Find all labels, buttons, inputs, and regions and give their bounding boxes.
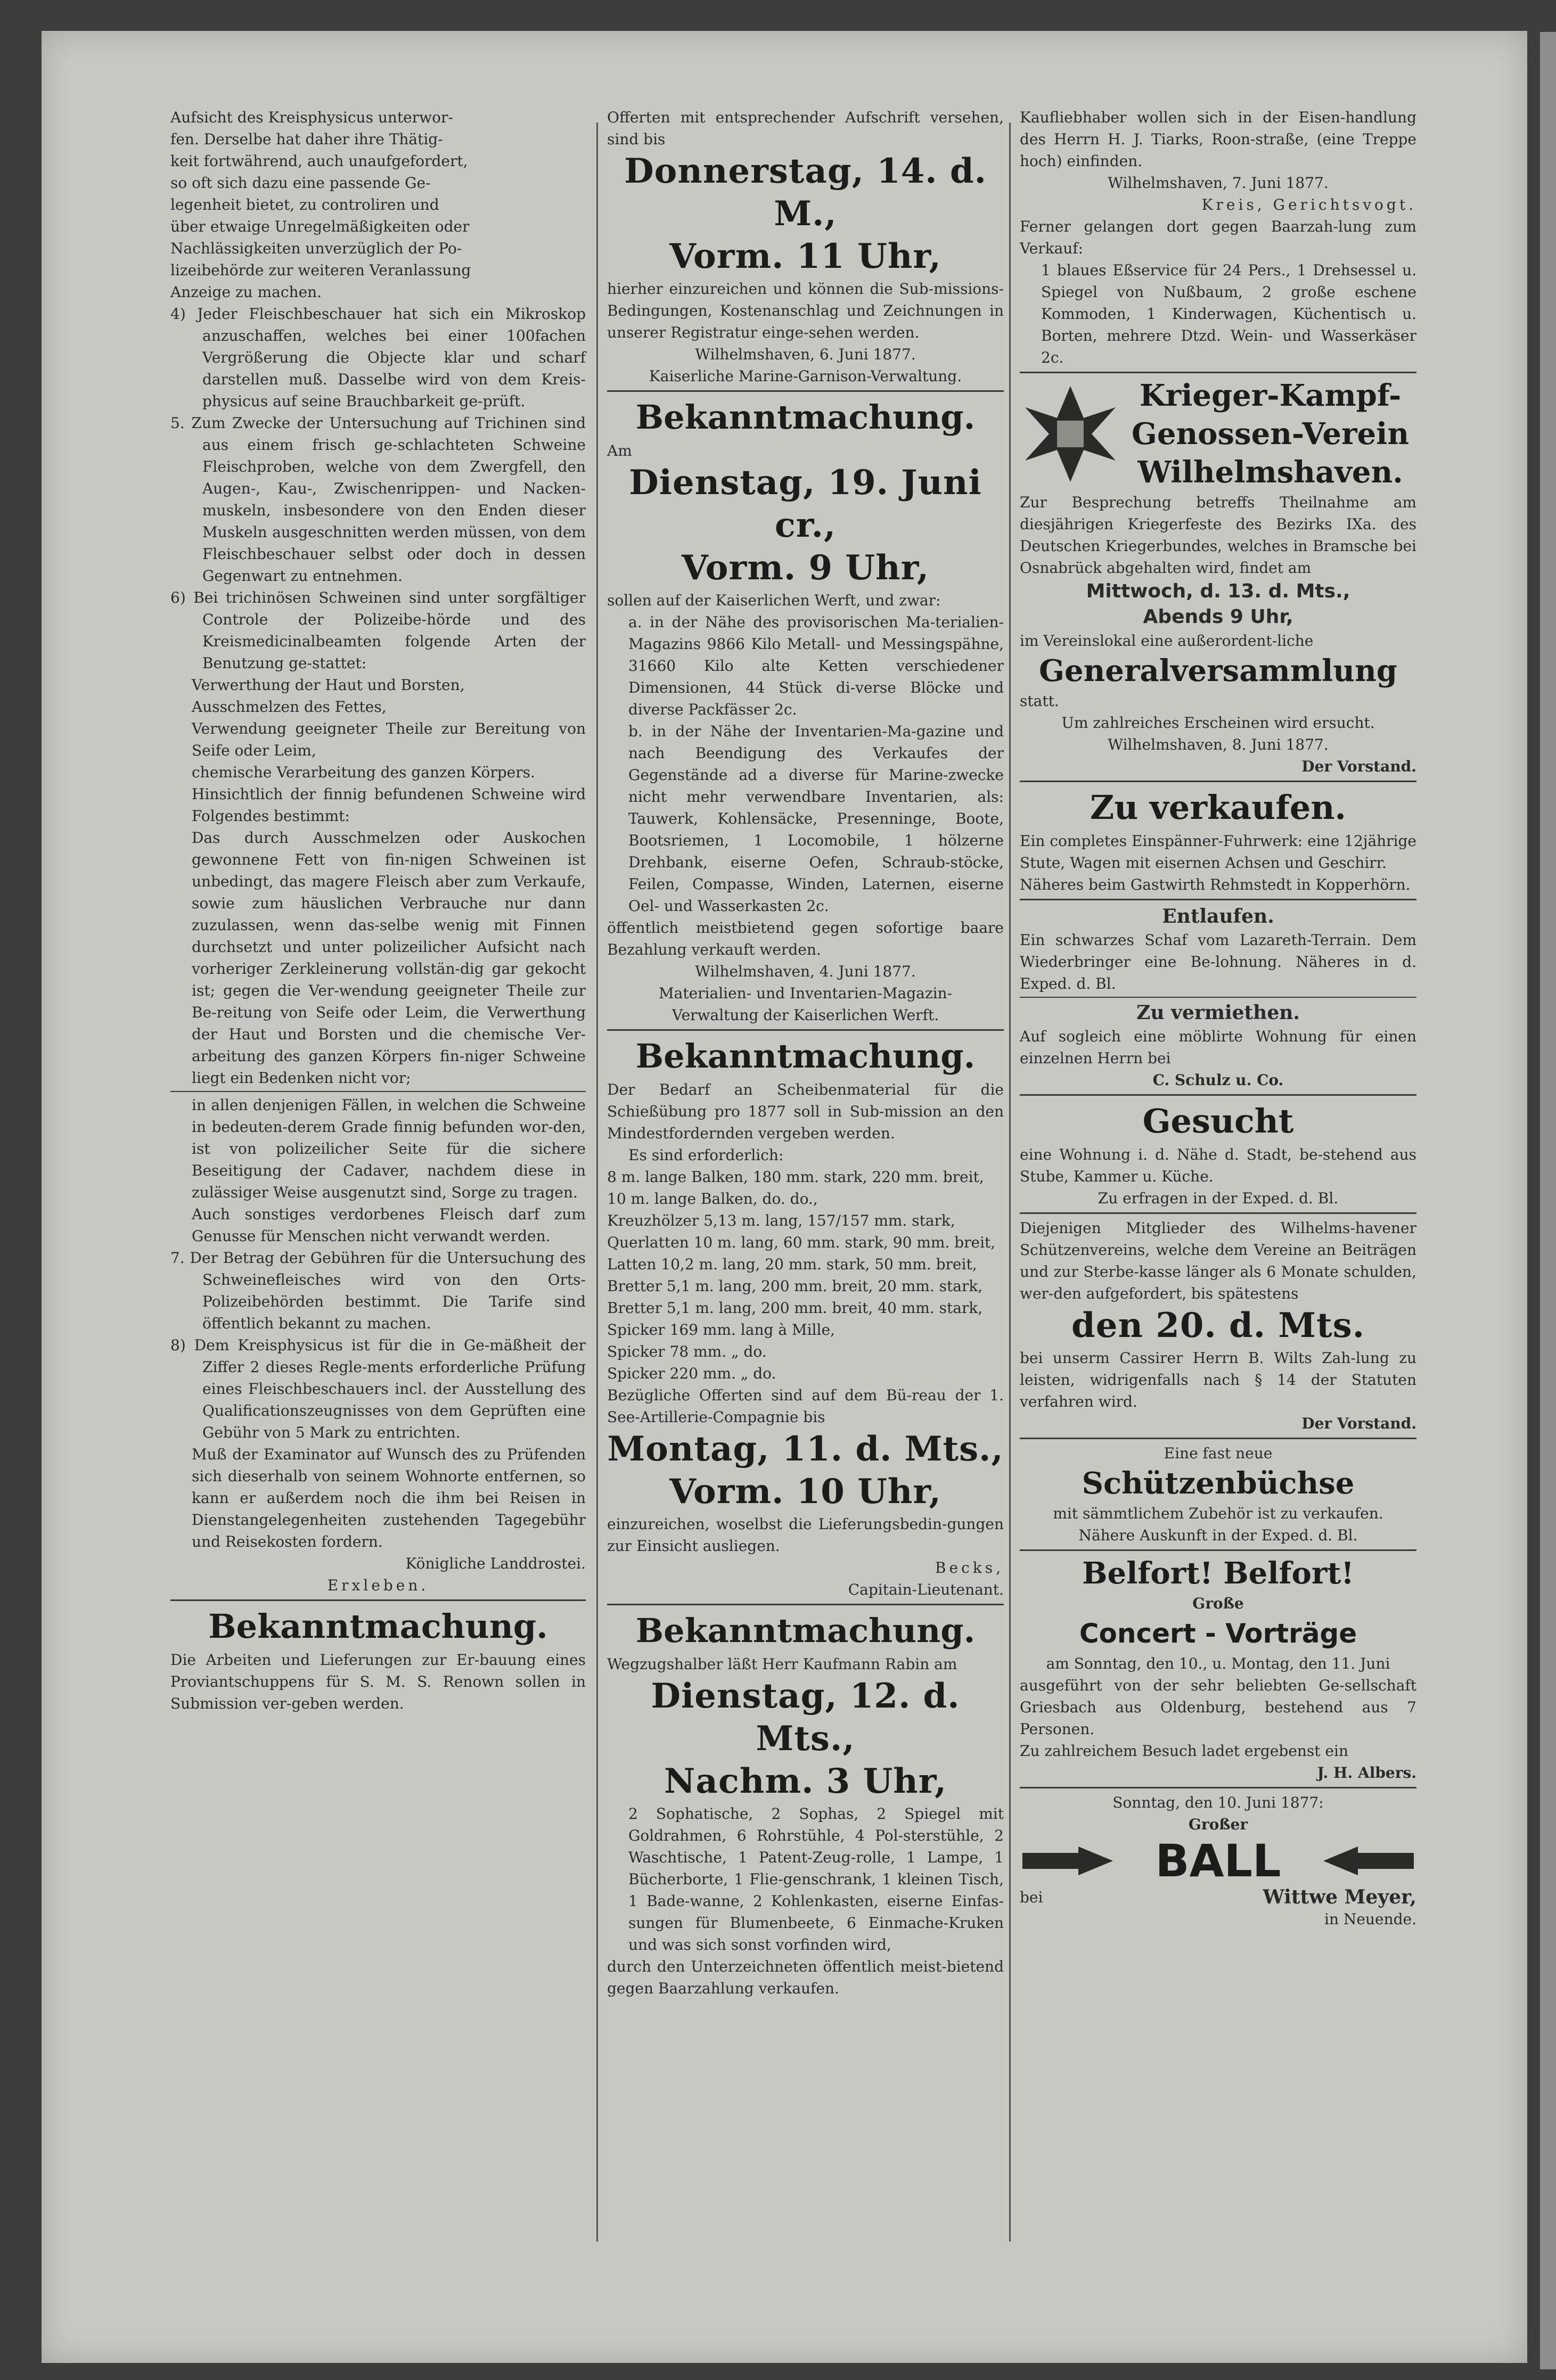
- text-line: über etwaige Unregelmäßigkeiten oder: [170, 218, 470, 235]
- notice-heading: Bekanntmachung.: [635, 398, 976, 437]
- divider: [1020, 1212, 1416, 1214]
- time-headline: Vorm. 11 Uhr,: [669, 236, 941, 276]
- notice-text: im Vereinslokal eine außerordent-liche: [1020, 632, 1314, 650]
- notice-text: statt.: [1020, 692, 1059, 710]
- place-date: Wilhelmshaven, 6. Juni 1877.: [695, 346, 916, 363]
- material-item: Latten 10,2 m. lang, 20 mm. stark, 50 mm. breit,: [607, 1255, 977, 1273]
- wanted-heading: Gesucht: [1142, 1102, 1294, 1140]
- general-assembly-heading: Generalversammlung: [1039, 653, 1397, 688]
- finnig-text: Das durch Ausschmelzen oder Auskochen gewonnene Fett von fin-nigen Schweinen ist unbedingt, das magere Fleisch aber zum Verkaufe, sowie zum häuslichen Verbrauche nur dann zuzulassen, wenn das-selbe wenig mit Finnen durchsetzt und unter polizeilicher Aufsicht nach vorheriger Zerkleinerung vollstän-dig gar gekocht ist; gegen die Ver-wendung geeigneter Theile zur Be-reitung von Seife oder Leim, die Verwerthung der Haut und Borsten und die chemische Ver-arbeitung des ganzen Körpers fin-niger Schweine liegt ein Bedenken nicht vor;: [192, 829, 586, 1087]
- pointing-hand-right-icon: [1020, 1842, 1116, 1880]
- ball-banner: [1020, 1835, 1416, 1886]
- text-line: so oft sich dazu eine passende Ge-: [170, 174, 431, 192]
- signature-authority: Königliche Landdrostei.: [405, 1555, 586, 1572]
- ball-heading: BALL: [1155, 1835, 1281, 1887]
- use-item: Verwendung geeigneter Theile zur Bereitung von Seife oder Leim,: [192, 720, 586, 759]
- signature: C. Schulz u. Co.: [1152, 1071, 1284, 1089]
- notice-text: b. in der Nähe der Inventarien-Ma-gazine und nach Beendigung des Verkaufes der Gegenstände ad a diverse für Marine-zwecke nicht mehr verwendbare Inventarien, als: Tauwerk, Kohlensäcke, Presenninge, Boote, Bootsriemen, 1 Locomobile, 1 hölzerne Drehbank, eiserne Oefen, Schraub-stöcke, Feilen, Compasse, Winden, Laternen, eiserne Oel- und Wasserkasten 2c.: [628, 723, 1004, 915]
- finnig-heading: Hinsichtlich der finnig befundenen Schweine wird Folgendes bestimmt:: [192, 785, 586, 825]
- column-rule: [1009, 122, 1011, 2242]
- divider: [1020, 1094, 1416, 1096]
- club-name-line: Krieger-Kampf-: [1139, 378, 1402, 413]
- signature-name: Becks,: [935, 1559, 1004, 1577]
- rent-heading: Zu vermiethen.: [1136, 1002, 1300, 1024]
- material-item: Bretter 5,1 m. lang, 200 mm. breit, 40 mm. stark,: [607, 1299, 983, 1317]
- notice-text: Eine fast neue: [1164, 1445, 1273, 1462]
- notice-text: Nähere Auskunft in der Exped. d. Bl.: [1078, 1527, 1358, 1544]
- notice-text: 1 blaues Eßservice für 24 Pers., 1 Drehsessel u. Spiegel von Nußbaum, 2 große eschene Kommoden, 1 Kinderwagen, Küchentisch u. Borten, mehrere Dtzd. Wein- und Wasserkäser 2c.: [1041, 261, 1416, 366]
- signature-rank: Capitain-Lieutenant.: [848, 1581, 1004, 1598]
- club-date: Mittwoch, d. 13. d. Mts.,: [1086, 580, 1350, 602]
- iron-cross-icon: [1020, 381, 1121, 487]
- club-header: [1020, 376, 1416, 491]
- use-item: Verwerthung der Haut und Borsten,: [192, 676, 465, 694]
- regulation-item: 7. Der Betrag der Gebühren für die Untersuchung des Schweinefleisches wird von den Orts-Polizeibehörden bestimmt. Die Tarife sind öffentlich bekannt zu machen.: [170, 1249, 586, 1332]
- notice-text: bei: [1020, 1889, 1043, 1906]
- notice-heading: Bekanntmachung.: [208, 1607, 548, 1646]
- belfort-heading: Belfort! Belfort!: [1082, 1556, 1354, 1591]
- notice-text: Zur Besprechung betreffs Theilnahme am diesjährigen Kriegerfeste des Bezirks IXa. des Deutschen Kriegerbundes, welches in Bramsche bei Osnabrück abgehalten wird, findet am: [1020, 494, 1416, 577]
- signature: Verwaltung der Kaiserlichen Werft.: [671, 1006, 939, 1024]
- notice-text: bei unserm Cassirer Herrn B. Wilts Zah-lung zu leisten, widrigenfalls nach § 14 der Statuten verfahren wird.: [1020, 1349, 1416, 1410]
- examinator-text: Muß der Examinator auf Wunsch des zu Prüfenden sich dieserhalb von seinem Wohnorte entfernen, so kann er außerdem noch die ihm bei Reisen in Dienstangelegenheiten zustehenden Tagegebühr und Reisekosten fordern.: [192, 1446, 586, 1550]
- divider: [1020, 372, 1416, 373]
- notice-text: Es sind erforderlich:: [628, 1146, 784, 1164]
- divider: [607, 1604, 1004, 1605]
- notice-text: 2 Sophatische, 2 Sophas, 2 Spiegel mit Goldrahmen, 6 Rohrstühle, 4 Pol-sterstühle, 2 Waschtische, 1 Patent-Zeug-rolle, 1 Lampe, 1 Bücherborte, 1 Flie-genschrank, 1 kleinen Tisch, 1 Bade-wanne, 2 Kohlenkasten, eiserne Einfas-sungen für Blumenbeete, 6 Einmache-Kruken und was sich sonst vorfinden wird,: [628, 1805, 1004, 1954]
- club-name-line: Genossen-Verein: [1132, 416, 1410, 452]
- regulation-item: 5. Zum Zwecke der Untersuchung auf Trichinen sind aus einem frisch ge-schlachteten Schweine Fleischproben, welche von dem Zwergfell, den Augen-, Kau-, Zwischenrippen- und Nacken-muskeln, insbesondere von den Enden dieser Muskeln ausgeschnitten werden müssen, von dem Fleischbeschauer selbst oder doch in dessen Gegenwart zu entnehmen.: [170, 414, 586, 585]
- divider: [1020, 1549, 1416, 1551]
- regulation-item: 4) Jeder Fleischbeschauer hat sich ein Mikroskop anzuschaffen, welches bei einer 100fachen Vergrößerung die Objecte klar und scharf darstellen muß. Dasselbe wird von dem Kreis-physicus auf seine Brauchbarkeit ge-prüft.: [170, 305, 586, 410]
- material-item: Kreuzhölzer 5,13 m. lang, 157/157 mm. stark,: [607, 1212, 955, 1229]
- divider: [1020, 997, 1416, 998]
- sale-heading: Zu verkaufen.: [1090, 788, 1347, 827]
- date-headline: Dienstag, 19. Juni cr.,: [629, 463, 982, 545]
- signature: Der Vorstand.: [1301, 758, 1416, 775]
- notice-text: Bezügliche Offerten sind auf dem Bü-reau der 1. See-Artillerie-Compagnie bis: [607, 1386, 1004, 1426]
- material-item: Bretter 5,1 m. lang, 200 mm. breit, 20 mm. stark,: [607, 1277, 983, 1295]
- regulation-item: 8) Dem Kreisphysicus ist für die in Ge-mäßheit der Ziffer 2 dieses Regle-ments erforderliche Prüfung eines Fleischbeschauers incl. der Ausstellung des Qualificationszeugnisses von dem Geprüften eine Gebühr von 5 Mark zu entrichten.: [170, 1336, 586, 1441]
- notice-text: eine Wohnung i. d. Nähe d. Stadt, be-stehend aus Stube, Kammer u. Küche.: [1020, 1146, 1416, 1185]
- material-item: Spicker 220 mm. „ do.: [607, 1365, 776, 1382]
- notice-text: ausgeführt von der sehr beliebten Ge-sellschaft Griesbach aus Oldenburg, bestehend aus 7 Personen.: [1020, 1677, 1416, 1738]
- notice-text: Ein schwarzes Schaf vom Lazareth-Terrain. Dem Wiederbringer eine Be-lohnung. Näheres in d. Exped. d. Bl.: [1020, 931, 1416, 992]
- notice-text: Der Bedarf an Scheibenmaterial für die Schießübung pro 1877 soll in Sub-mission an den Mindestfordernden vergeben werden.: [607, 1081, 1004, 1142]
- column-right: [1020, 106, 1416, 1930]
- notice-text: Kaufliebhaber wollen sich in der Eisen-handlung des Herrn H. J. Tiarks, Roon-straße, (eine Treppe hoch) einfinden.: [1020, 109, 1416, 170]
- notice-text: öffentlich meistbietend gegen sofortige baare Bezahlung verkauft werden.: [607, 919, 1004, 958]
- notice-text: sollen auf der Kaiserlichen Werft, und zwar:: [607, 592, 941, 609]
- date-headline: Dienstag, 12. d. Mts.,: [651, 1676, 960, 1759]
- divider: [170, 1599, 586, 1601]
- signature: Materialien- und Inventarien-Magazin-: [658, 984, 953, 1002]
- notice-text: einzureichen, woselbst die Lieferungsbedin-gungen zur Einsicht ausliegen.: [607, 1515, 1004, 1555]
- divider: [1020, 1787, 1416, 1788]
- cadaver-text: in allen denjenigen Fällen, in welchen die Schweine in bedeuten-derem Grade finnig befunden wor-den, ist von polizeilicher Seite für die sichere Beseitigung der Cadaver, nachdem diese in zulässiger Weise ausgenutzt sind, Sorge zu tragen.: [192, 1096, 586, 1201]
- divider: [607, 1029, 1004, 1031]
- notice-text: durch den Unterzeichneten öffentlich meist-bietend gegen Baarzahlung verkaufen.: [607, 1958, 1004, 1997]
- notice-text: Große: [1192, 1595, 1244, 1612]
- notice-text: Am: [607, 442, 632, 459]
- concert-heading: Concert - Vorträge: [1079, 1618, 1357, 1649]
- material-item: 10 m. lange Balken, do. do.,: [607, 1190, 818, 1208]
- notice-text: Um zahlreiches Erscheinen wird ersucht.: [1061, 714, 1375, 732]
- page-edge: [1540, 32, 1556, 2369]
- notice-text: Sonntag, den 10. Juni 1877:: [1112, 1794, 1324, 1811]
- divider: [170, 1091, 586, 1092]
- notice-text: Ein completes Einspänner-Fuhrwerk: eine 12jährige Stute, Wagen mit eisernen Achsen und Geschirr.: [1020, 832, 1416, 872]
- notice-text: hierher einzureichen und können die Sub-missions-Bedingungen, Kostenanschlag und Zeichnungen in unserer Registratur einge-sehen werden.: [607, 280, 1004, 341]
- club-name-line: Wilhelmshaven.: [1137, 455, 1403, 490]
- text-line: keit fortwährend, auch unaufgefordert,: [170, 152, 468, 170]
- signature: Kreis, Gerichtsvogt.: [1201, 196, 1416, 214]
- notice-text: Ferner gelangen dort gegen Baarzah-lung zum Verkauf:: [1020, 218, 1416, 257]
- notice-text: Zu zahlreichem Besuch ladet ergebenst ein: [1020, 1742, 1348, 1760]
- material-item: Querlatten 10 m. lang, 60 mm. stark, 90 mm. breit,: [607, 1234, 996, 1251]
- signature-name: Erxleben.: [327, 1577, 429, 1594]
- notice-text: Großer: [1188, 1816, 1248, 1833]
- signature: Der Vorstand.: [1301, 1415, 1416, 1432]
- pointing-hand-left-icon: [1321, 1842, 1416, 1880]
- club-time: Abends 9 Uhr,: [1143, 606, 1293, 628]
- notice-text: mit sämmtlichem Zubehör ist zu verkaufen.: [1053, 1505, 1383, 1522]
- text-line: lizeibehörde zur weiteren Veranlassung: [170, 261, 471, 279]
- place-date: Wilhelmshaven, 7. Juni 1877.: [1108, 174, 1329, 192]
- use-item: Ausschmelzen des Fettes,: [192, 698, 387, 716]
- notice-heading: Bekanntmachung.: [635, 1037, 976, 1076]
- signature: J. H. Albers.: [1317, 1764, 1416, 1782]
- time-headline: Nachm. 3 Uhr,: [664, 1761, 947, 1801]
- notice-text: Auf sogleich eine möblirte Wohnung für einen einzelnen Herrn bei: [1020, 1028, 1416, 1067]
- lost-heading: Entlaufen.: [1162, 905, 1274, 928]
- text-line: Aufsicht des Kreisphysicus unterwor-: [170, 109, 453, 126]
- text-line: legenheit bietet, zu controliren und: [170, 196, 439, 214]
- notice-text: am Sonntag, den 10., u. Montag, den 11. Juni: [1046, 1655, 1390, 1672]
- notice-text: a. in der Nähe des provisorischen Ma-terialien-Magazins 9866 Kilo Metall- und Messingspähne, 31660 Kilo alte Ketten verschiedener Dimensionen, 44 Stück di-verse Blöcke und diverse Packfässer 2c.: [628, 613, 1004, 718]
- column-rule: [596, 122, 598, 2242]
- divider: [1020, 1438, 1416, 1439]
- notice-text: Wegzugshalber läßt Herr Kaufmann Rabin am: [607, 1655, 957, 1673]
- ball-venue: [1020, 1886, 1416, 1908]
- date-headline: den 20. d. Mts.: [1071, 1306, 1365, 1345]
- regulation-item: 6) Bei trichinösen Schweinen sind unter sorgfältiger Controle der Polizeibe-hörde und des Kreismedicinalbeamten folgende Arten der Benutzung ge-stattet:: [170, 589, 586, 672]
- notice-text: Die Arbeiten und Lieferungen zur Er-bauung eines Proviantschuppens für S. M. S. Renown sollen in Submission ver-geben werden.: [170, 1651, 586, 1712]
- date-headline: Montag, 11. d. Mts.,: [607, 1429, 1004, 1469]
- rifle-heading: Schützenbüchse: [1082, 1466, 1355, 1501]
- place-date: Wilhelmshaven, 4. Juni 1877.: [695, 963, 916, 980]
- divider: [1020, 899, 1416, 900]
- sonstig-text: Auch sonstiges verdorbenes Fleisch darf zum Genusse für Menschen nicht verwandt werden.: [192, 1205, 586, 1245]
- text-line: Anzeige zu machen.: [170, 283, 322, 301]
- notice-text: Offerten mit entsprechender Aufschrift versehen, sind bis: [607, 109, 1004, 148]
- column-left: [170, 106, 586, 1714]
- notice-text: Zu erfragen in der Exped. d. Bl.: [1098, 1189, 1339, 1207]
- text-line: Nachlässigkeiten unverzüglich der Po-: [170, 240, 462, 257]
- divider: [607, 390, 1004, 392]
- notice-text: in Neuende.: [1324, 1910, 1416, 1928]
- time-headline: Vorm. 9 Uhr,: [682, 548, 929, 588]
- time-headline: Vorm. 10 Uhr,: [669, 1472, 941, 1512]
- use-item: chemische Verarbeitung des ganzen Körpers.: [192, 764, 535, 781]
- notice-text: Diejenigen Mitglieder des Wilhelms-havener Schützenvereins, welche dem Vereine an Beiträgen und zur Sterbe-kasse länger als 6 Monate schulden, wer-den aufgefordert, bis spätestens: [1020, 1219, 1416, 1302]
- column-middle: [607, 106, 1004, 1999]
- material-item: Spicker 78 mm. „ do.: [607, 1343, 767, 1360]
- material-item: 8 m. lange Balken, 180 mm. stark, 220 mm. breit,: [607, 1168, 984, 1186]
- signature: Kaiserliche Marine-Garnison-Verwaltung.: [649, 367, 962, 385]
- material-item: Spicker 169 mm. lang à Mille,: [607, 1321, 835, 1339]
- divider: [1020, 781, 1416, 782]
- date-headline: Donnerstag, 14. d. M.,: [624, 151, 987, 234]
- text-line: fen. Derselbe hat daher ihre Thätig-: [170, 130, 443, 148]
- signature: Wittwe Meyer,: [1263, 1886, 1416, 1908]
- notice-text: Näheres beim Gastwirth Rehmstedt in Kopperhörn.: [1020, 876, 1411, 893]
- notice-heading: Bekanntmachung.: [635, 1611, 976, 1650]
- place-date: Wilhelmshaven, 8. Juni 1877.: [1108, 736, 1329, 753]
